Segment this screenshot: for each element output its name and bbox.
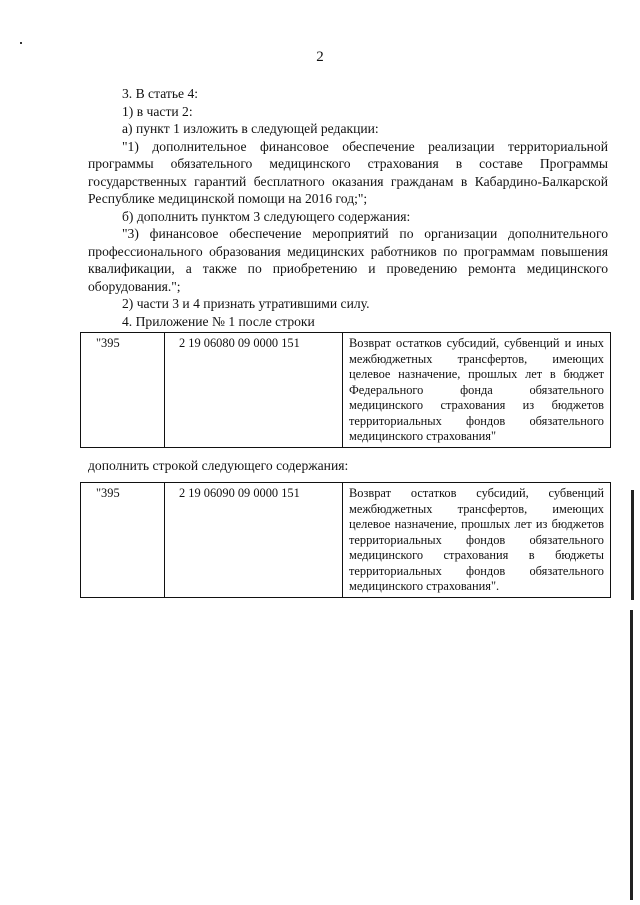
scan-edge-mark: [631, 490, 634, 600]
paragraph-point-3-text: "3) финансовое обеспечение мероприятий по организации дополнительного профессионального образования медицинских работников по программам повышения квалификации, а также по приобретению и проведению ремонта медицинского оборудования.";: [88, 226, 608, 294]
paragraph-parts-3-4: 2) части 3 и 4 признать утратившими силу.: [122, 296, 370, 311]
paragraph-point-3-intro: б) дополнить пунктом 3 следующего содержания:: [122, 208, 411, 224]
budget-code-cell: 2 19 06090 09 0000 151: [165, 483, 343, 598]
table-row: [81, 483, 611, 598]
paragraph-part-2: 1) в части 2:: [122, 103, 193, 119]
paragraph-article-4: 3. В статье 4:: [122, 86, 199, 101]
paragraph-point-1-intro: а) пункт 1 изложить в следующей редакции:: [122, 121, 379, 136]
budget-code-cell: 2 19 06080 09 0000 151: [165, 333, 343, 448]
budget-code-table-new: [80, 482, 611, 598]
scan-speck: [20, 42, 22, 44]
scan-edge-mark: [630, 610, 633, 900]
income-name-cell: Возврат остатков субсидий, субвенций межбюджетных трансфертов, имеющих целевое назначение, прошлых лет из бюджетов территориальных фондов обязательного медицинского страхования в бюджеты территориальных фондов обязательного медицинского страхования".: [343, 483, 611, 598]
admin-code-cell: "395: [81, 333, 165, 448]
table-row: [81, 333, 611, 448]
income-name-cell: Возврат остатков субсидий, субвенций и иных межбюджетных трансфертов, имеющих целевое назначение, прошлых лет в бюджет Федерального фонда обязательного медицинского страхования из бюджетов территориальных фондов обязательного медицинского страхования": [343, 333, 611, 448]
insert-row-instruction: дополнить строкой следующего содержания:: [88, 458, 349, 473]
page-number: 2: [316, 49, 324, 65]
paragraph-point-1-text: "1) дополнительное финансовое обеспечение реализации территориальной программы обязательного медицинского страхования в составе Программы государственных гарантий бесплатного оказания гражданам в Кабардино-Балкарской Республике медицинской помощи на 2016 год;";: [88, 138, 608, 206]
paragraph-appendix-1: 4. Приложение № 1 после строки: [122, 313, 315, 329]
amendment-text: [88, 85, 608, 330]
admin-code-cell: "395: [81, 483, 165, 598]
budget-code-table-existing: [80, 332, 611, 448]
